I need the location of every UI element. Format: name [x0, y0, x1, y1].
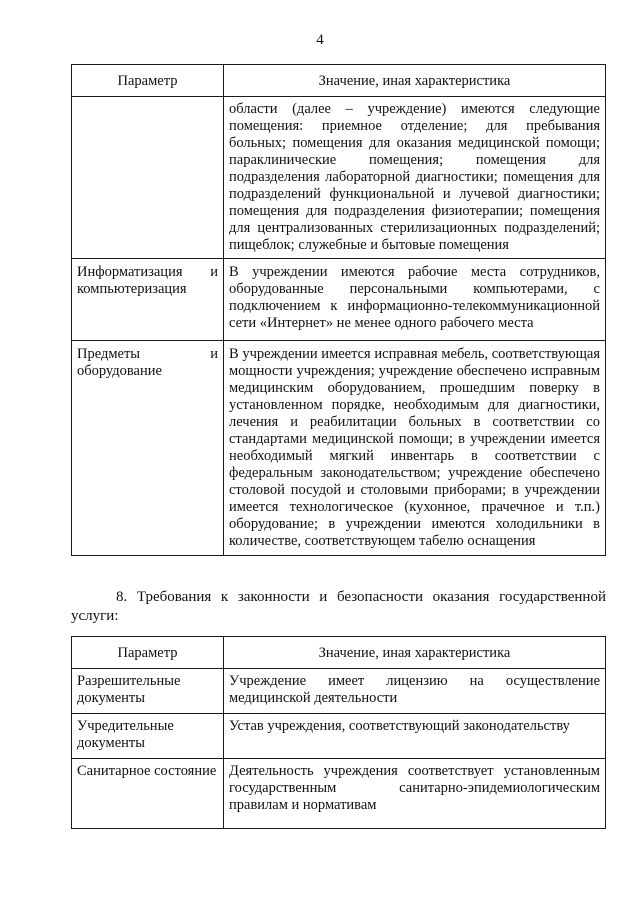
header-value: Значение, иная характеристика — [224, 637, 606, 669]
table-header-row — [72, 65, 606, 97]
value-cell: В учреждении имеется исправная мебель, соответствующая мощности учреждения; учреждение обеспечено исправным медицинским оборудованием, прошедшим поверку в установленном порядке, необходимым для диагностики, лечения и реабилитации больных в соответствии со стандартами медицинской помощи; в учреждении имеется необходимый мягкий инвентарь в соответствии с федеральным законодательством; учреждение обеспечено столовой посудой и столовыми приборами; в учреждении имеется технологическое (кухонное, прачечное и т.п.) оборудование; в учреждении имеются холодильники в количестве, соответствующем табелю оснащения — [224, 341, 606, 556]
header-param: Параметр — [72, 65, 224, 97]
header-param: Параметр — [72, 637, 224, 669]
param-cell: Разрешительные документы — [72, 669, 224, 714]
table-row — [72, 669, 606, 714]
value-cell: Учреждение имеет лицензию на осуществление медицинской деятельности — [224, 669, 606, 714]
page-number: 4 — [316, 32, 324, 48]
table-row — [72, 714, 606, 759]
param-cell: Учредительные документы — [72, 714, 224, 759]
table-row — [72, 259, 606, 341]
param-cell: Предметы и оборудование — [72, 341, 224, 556]
value-cell: В учреждении имеются рабочие места сотрудников, оборудованные персональными компьютерами, с подключением к информационно-телекоммуникационной сети «Интернет» не менее одного рабочего места — [224, 259, 606, 341]
value-cell: области (далее – учреждение) имеются следующие помещения: приемное отделение; для пребывания больных; помещения для оказания медицинской помощи; параклинические помещения; помещения для подразделения лабораторной диагностики; помещения для подразделений функциональной и лучевой диагностики; помещения для подразделения физиотерапии; помещения для централизованных стерилизационных подразделений; пищеблок; служебные и бытовые помещения — [224, 97, 606, 259]
table-header-row — [72, 637, 606, 669]
facilities-table — [71, 64, 606, 556]
legality-table — [71, 636, 606, 829]
param-cell — [72, 97, 224, 259]
table-row — [72, 341, 606, 556]
section-heading: 8. Требования к законности и безопасности оказания государственной услуги: — [71, 589, 606, 624]
value-cell: Устав учреждения, соответствующий законодательству — [224, 714, 606, 759]
table-row — [72, 759, 606, 829]
table-row — [72, 97, 606, 259]
value-cell: Деятельность учреждения соответствует установленным государственным санитарно-эпидемиологическим правилам и нормативам — [224, 759, 606, 829]
param-cell: Санитарное состояние — [72, 759, 224, 829]
header-value: Значение, иная характеристика — [224, 65, 606, 97]
param-cell: Информатизация и компьютеризация — [72, 259, 224, 341]
